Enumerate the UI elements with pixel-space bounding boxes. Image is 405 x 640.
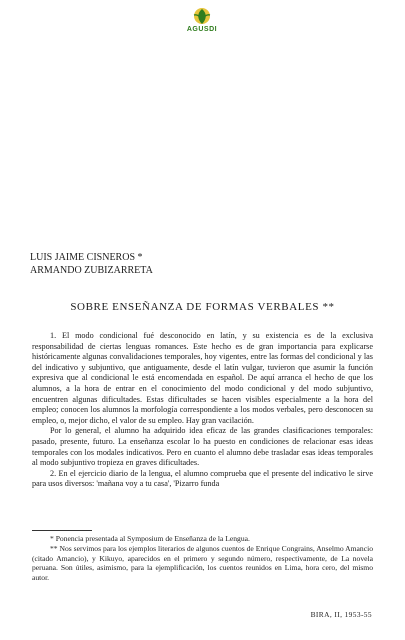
- publisher-logo: [178, 6, 226, 36]
- body-paragraph: 1. El modo condicional fué desconocido en latín, y su existencia es de la exclusiva responsabilidad de ciertas lenguas romances. Este hecho es de gran importancia para explicarse históricamente algunas convalidaciones temporales, hoy vigentes, entre las formas del condicional y las del indicativo y subjuntivo, que antiguamente, desde el latín vulgar, tuvieron que asumir la función expresiva que al condicional le está encomendada en español. De aquí arranca el hecho de que los alumnos, a la hora de entrar en el conocimiento del modo condicional y del modo subjuntivo, encuentren algunas dificultades. Estas dificultades se hacen visibles especialmente a la hora del empleo; conocen los alumnos la morfología correspondiente a los modos verbales, pero desconocen su empleo, o, mejor dicho, el valor de su empleo. Hay gran vacilación.: [32, 331, 373, 425]
- article-body: [32, 331, 373, 490]
- footnotes: [32, 534, 373, 583]
- article-title: SOBRE ENSEÑANZA DE FORMAS VERBALES **: [70, 301, 335, 313]
- footnote: ** Nos servimos para los ejemplos literarios de algunos cuentos de Enrique Congrains, Anselmo Amancio (citado Amancio), y Kikuyo, aparecidos en el primero y segundo número, respectivamente, de La novela peruana. Son útiles, asimismo, para la ejemplificación, los cuentos reunidos en Lima, hora cero, del mismo autor.: [32, 543, 373, 583]
- author-list: [30, 251, 153, 277]
- author-name: ARMANDO ZUBIZARRETA: [30, 265, 153, 276]
- logo-emblem-icon: [178, 6, 226, 28]
- footnote-divider: [32, 530, 92, 531]
- body-paragraph: 2. En el ejercicio diario de la lengua, el alumno comprueba que el presente del indicativo le sirve para usos diversos: 'mañana voy a tu casa', 'Pizarro funda: [32, 468, 373, 489]
- logo-text: AGUSDI: [186, 26, 218, 33]
- journal-folio: BIRA, II, 1953-55: [310, 610, 372, 619]
- body-paragraph: Por lo general, el alumno ha adquirido idea eficaz de las grandes clasificaciones temporales: pasado, presente, futuro. La enseñanza escolar lo ha puesto en condiciones de relacionar esas ideas temporales con los modales indicativos. Pero en cuanto el alumno debe trasladar esas ideas temporales al modo subjuntivo tropieza en graves dificultades.: [32, 426, 373, 468]
- footnote: * Ponencia presentada al Symposium de Enseñanza de la Lengua.: [50, 534, 250, 543]
- author-name: LUIS JAIME CISNEROS *: [30, 252, 143, 263]
